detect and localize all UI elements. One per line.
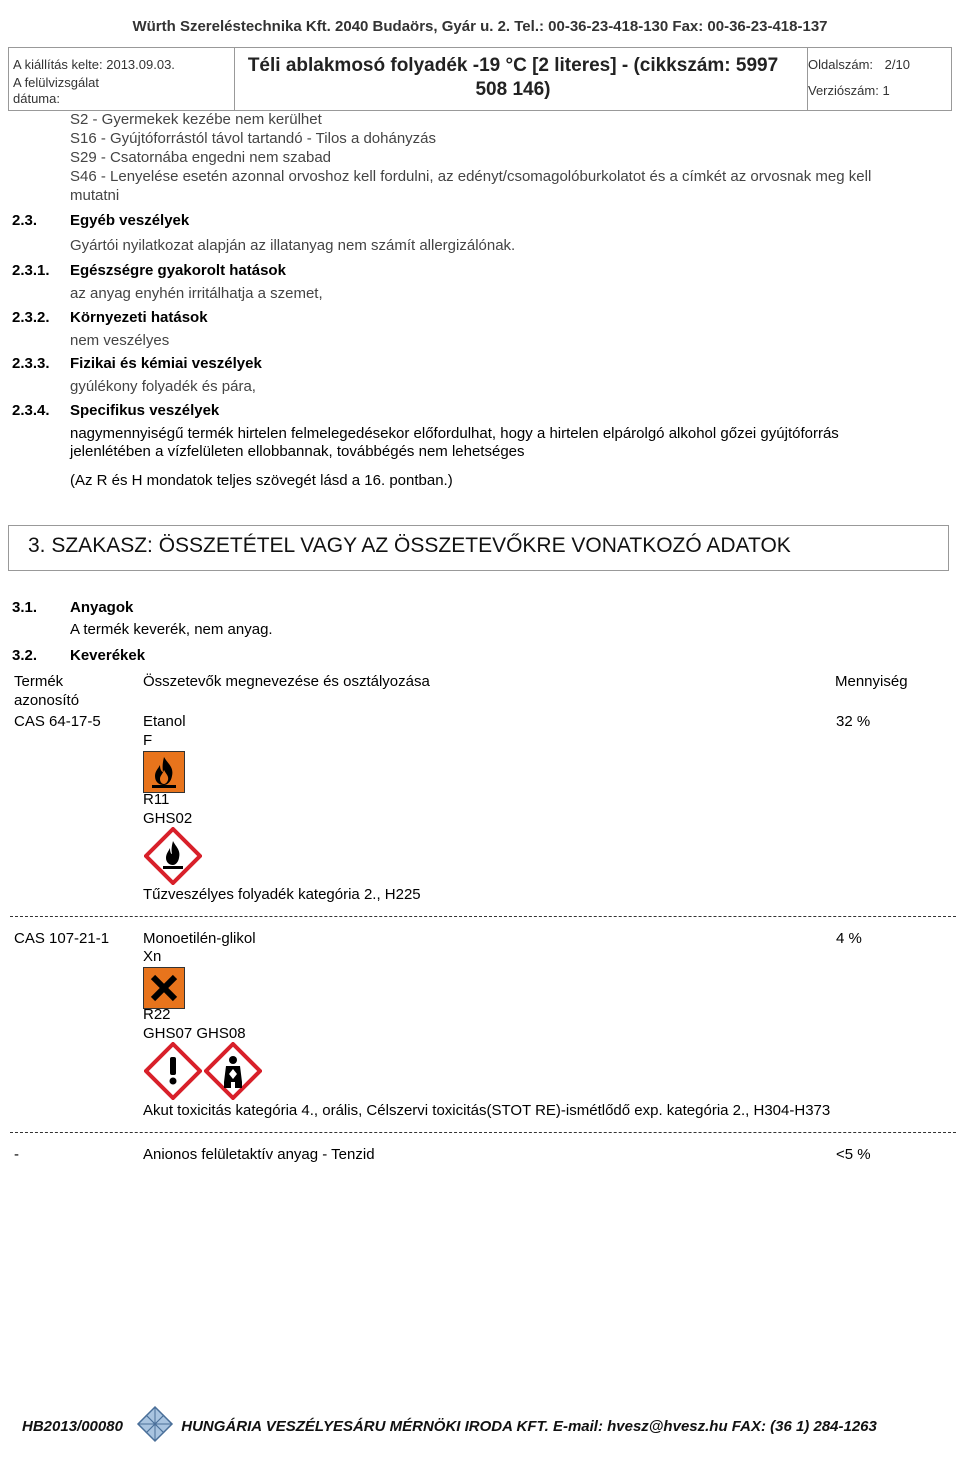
footer-doc-id: HB2013/00080 [22, 1418, 123, 1435]
component-name: Monoetilén-glikol [143, 930, 256, 947]
section-heading: Környezeti hatások [70, 309, 208, 326]
ghs-code: GHS07 GHS08 [143, 1025, 246, 1042]
r-phrase: R11 [143, 791, 170, 808]
reference-note: (Az R és H mondatok teljes szövegét lásd a 16. pontban.) [70, 472, 453, 489]
s-phrase: S46 - Lenyelése esetén azonnal orvoshoz kell fordulni, az edényt/csomagolóburkolatot és a címkét az orvosnak meg kell [70, 168, 872, 185]
s-phrase: mutatni [70, 187, 120, 204]
section-text: gyúlékony folyadék és pára, [70, 378, 256, 395]
s-phrase: S2 - Gyermekek kezébe nem kerülhet [70, 111, 322, 128]
section-heading: Egyéb veszélyek [70, 212, 190, 229]
issue-date-label [13, 57, 175, 72]
section-text: az anyag enyhén irritálhatja a szemet, [70, 285, 323, 302]
section-text: nagymennyiségű termék hirtelen felmelegedésekor előfordulhat, hogy a hirtelen elpárolgó alkohol gőzei gyújtóforrás [70, 425, 839, 442]
section-text: A termék keverék, nem anyag. [70, 621, 273, 638]
component-amount: 32 % [836, 713, 871, 730]
section-number: 2.3.2. [12, 309, 50, 326]
document-title-line1: Téli ablakmosó folyadék -19 °C [2 literes] - (cikkszám: 5997 [247, 55, 779, 76]
component-amount: <5 % [836, 1146, 871, 1163]
s-phrase: S29 - Csatornába engedni nem szabad [70, 149, 332, 166]
table-row-id: CAS 64-17-5 [14, 713, 101, 730]
ghs-code: GHS02 [143, 810, 193, 827]
classification-text: Akut toxicitás kategória 4., orális, Célszervi toxicitás(STOT RE)-ismétlődő exp. kategória 2., H304-H373 [143, 1102, 831, 1119]
ghs02-flame-icon [144, 827, 202, 885]
section-text: jelenlétében a vízfelületen ellobbannak, továbbégés nem lehetséges [70, 443, 525, 460]
version-label-text: Verziószám: [808, 83, 879, 98]
ghs07-exclamation-icon [144, 1042, 202, 1100]
page-label: Oldalszám: [808, 57, 874, 72]
section-number: 3.1. [12, 599, 38, 616]
row-divider [10, 916, 956, 917]
table-header-amount: Mennyiség [835, 673, 908, 690]
version-label [808, 83, 890, 98]
footer-company: HUNGÁRIA VESZÉLYESÁRU MÉRNÖKI IRODA KFT. E-mail: hvesz@hvesz.hu FAX: (36 1) 284-1263 [181, 1418, 877, 1435]
section-3-title: 3. SZAKASZ: ÖSSZETÉTEL VAGY AZ ÖSSZETEVŐKRE VONATKOZÓ ADATOK [28, 534, 791, 557]
hvesz-logo-icon [136, 1405, 174, 1443]
classification-text: Tűzveszélyes folyadék kategória 2., H225 [143, 886, 421, 903]
r-phrase: R22 [143, 1006, 171, 1023]
section-heading: Specifikus veszélyek [70, 402, 220, 419]
section-text: nem veszélyes [70, 332, 170, 349]
flame-orange-icon [143, 751, 185, 793]
version-value: 1 [882, 83, 890, 98]
section-heading: Fizikai és kémiai veszélyek [70, 355, 262, 372]
s-phrase: S16 - Gyújtóforrástól távol tartandó - Tilos a dohányzás [70, 130, 437, 147]
hazard-symbol-code: Xn [143, 948, 162, 965]
company-line: Würth Szereléstechnika Kft. 2040 Budaörs, Gyár u. 2. Tel.: 00-36-23-418-130 Fax: 00-36-23-418-137 [132, 18, 828, 35]
component-name: Etanol [143, 713, 186, 730]
page-value: 2/10 [884, 57, 910, 72]
row-divider [10, 1132, 956, 1133]
component-name: Anionos felületaktív anyag - Tenzid [143, 1146, 375, 1163]
section-heading: Keverékek [70, 647, 146, 664]
review-label-1: A felülvizsgálat [13, 75, 99, 90]
page-number-label [808, 57, 910, 72]
section-number: 2.3.3. [12, 355, 50, 372]
section-number: 2.3. [12, 212, 38, 229]
section-heading: Egészségre gyakorolt hatások [70, 262, 286, 279]
section-heading: Anyagok [70, 599, 134, 616]
table-header-id: azonosító [14, 692, 80, 709]
section-number: 3.2. [12, 647, 38, 664]
issue-date: 2013.09.03. [106, 57, 175, 72]
section-text: Gyártói nyilatkozat alapján az illatanyag nem számít allergizálónak. [70, 237, 516, 254]
section-number: 2.3.1. [12, 262, 50, 279]
issue-label: A kiállítás kelte: [13, 57, 103, 72]
ghs08-health-hazard-icon [204, 1042, 262, 1100]
component-amount: 4 % [836, 930, 862, 947]
section-number: 2.3.4. [12, 402, 50, 419]
table-row-id: - [14, 1146, 19, 1163]
document-title-line2: 508 146) [475, 79, 551, 100]
harmful-x-icon [143, 967, 185, 1009]
table-row-id: CAS 107-21-1 [14, 930, 110, 947]
table-header-id: Termék [14, 673, 64, 690]
hazard-symbol-code: F [143, 732, 153, 749]
review-label-2: dátuma: [13, 91, 60, 106]
table-header-components: Összetevők megnevezése és osztályozása [143, 673, 430, 690]
